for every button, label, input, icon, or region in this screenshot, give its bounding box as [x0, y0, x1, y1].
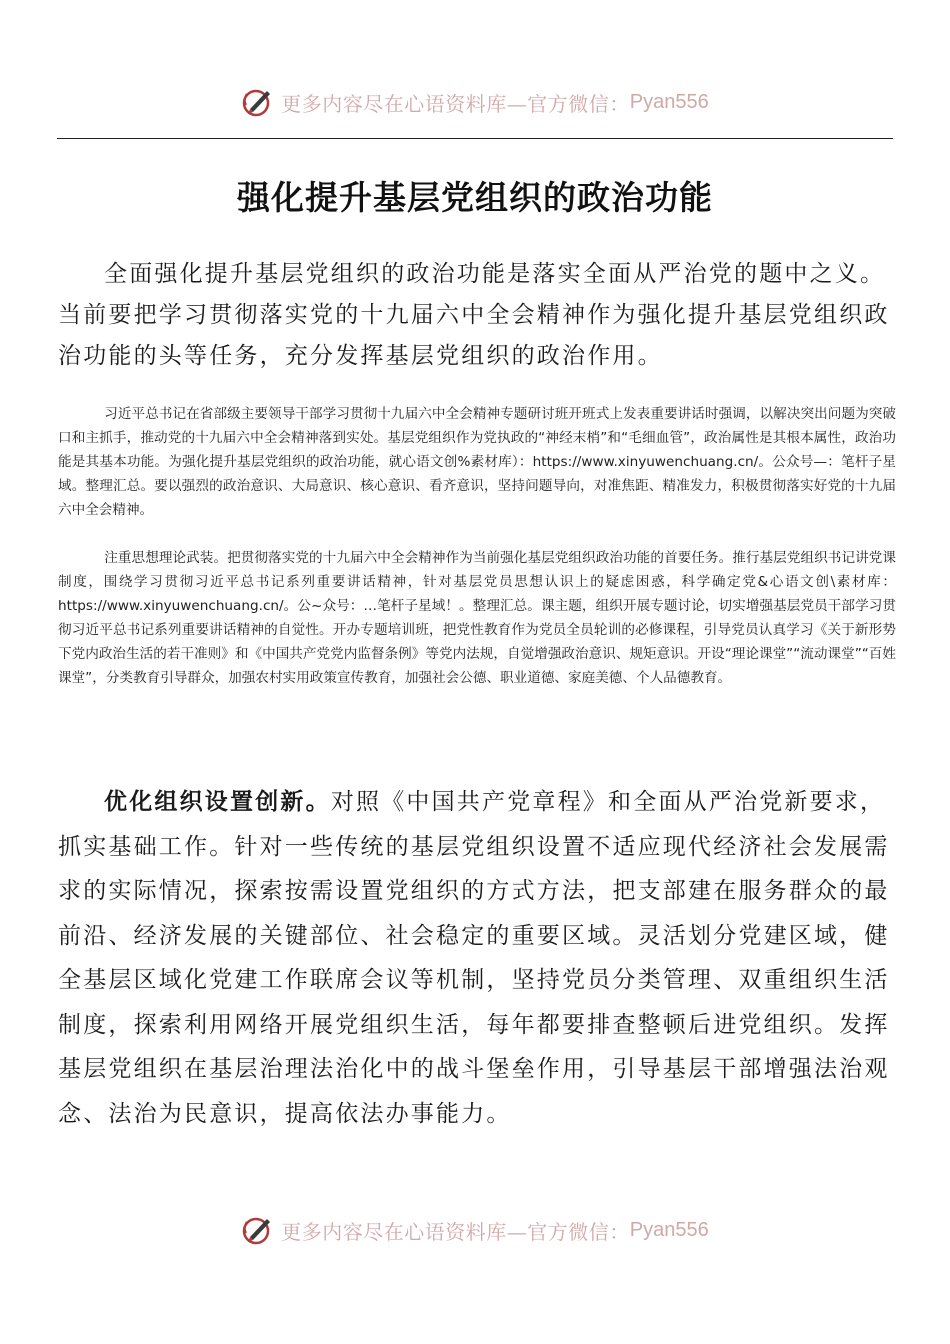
organization-paragraph-lead: 优化组织设置创新。	[104, 789, 331, 815]
body-paragraph-small-2: 注重思想理论武装。把贯彻落实党的十九届六中全会精神作为当前强化基层党组织政治功能的首要任务。推行基层党组织书记讲党课制度，围绕学习贯彻习近平总书记系列重要讲话精神，针对基层党员思想认识上的疑虑困惑，科学确定党&心语文创\素材库：https://www.xinyuwenchuang.cn/。公~众号：…笔杆子星域！。整理汇总。课主题，组织开展专题讨论，切实增强基层党员干部学习贯彻习近平总书记系列重要讲话精神的自觉性。开办专题培训班，把党性教育作为党员全员轮训的必修课程，引导党员认真学习《关于新形势下党内政治生活的若干准则》和《中国共产党党内监督条例》等党内法规，自觉增强政治意识、规矩意识。开设“理论课堂”“流动课堂”“百姓课堂”，分类教育引导群众，加强农村实用政策宣传教育，加强社会公德、职业道德、家庭美德、个人品德教育。	[58, 550, 896, 686]
organization-paragraph	[58, 780, 896, 1136]
document-title: 强化提升基层党组织的政治功能	[237, 178, 713, 217]
pen-logo-icon	[241, 1213, 275, 1247]
organization-paragraph-body: 对照《中国共产党章程》和全面从严治党新要求，抓实基础工作。针对一些传统的基层党组织设置不适应现代经济社会发展需求的实际情况，探索按需设置党组织的方式方法，把支部建在服务群众的最前沿、经济发展的关键部位、社会稳定的重要区域。灵活划分党建区域，健全基层区域化党建工作联席会议等机制，坚持党员分类管理、双重组织生活制度，探索利用网络开展党组织生活，每年都要排查整顿后进党组织。发挥基层党组织在基层治理法治化中的战斗堡垒作用，引导基层干部增强法治观念、法治为民意识，提高依法办事能力。	[58, 789, 890, 1127]
footer-banner	[0, 1210, 950, 1250]
header-banner	[0, 82, 950, 122]
header-banner-contact: Pyan556	[629, 90, 709, 113]
footer-banner-contact: Pyan556	[629, 1218, 709, 1241]
intro-paragraph: 全面强化提升基层党组织的政治功能是落实全面从严治党的题中之义。当前要把学习贯彻落实党的十九届六中全会精神作为强化提升基层党组织政治功能的头等任务，充分发挥基层党组织的政治作用。	[58, 261, 890, 369]
footer-banner-text: 更多内容尽在心语资料库—官方微信：	[281, 1219, 630, 1244]
pen-logo-icon	[241, 85, 275, 119]
header-divider	[57, 138, 893, 139]
header-banner-text: 更多内容尽在心语资料库—官方微信：	[281, 91, 630, 116]
body-paragraph-small-1: 习近平总书记在省部级主要领导干部学习贯彻十九届六中全会精神专题研讨班开班式上发表重要讲话时强调，以解决突出问题为突破口和主抓手，推动党的十九届六中全会精神落到实处。基层党组织作为党执政的“神经末梢”和“毛细血管”，政治属性是其根本属性，政治功能是其基本功能。为强化提升基层党组织的政治功能，就心语文创%素材库）：https://www.xinyuwenchuang.cn/。公众号—：笔杆子星域。整理汇总。要以强烈的政治意识、大局意识、核心意识、看齐意识，坚持问题导向，对准焦距、精准发力，积极贯彻落实好党的十九届六中全会精神。	[58, 406, 896, 518]
